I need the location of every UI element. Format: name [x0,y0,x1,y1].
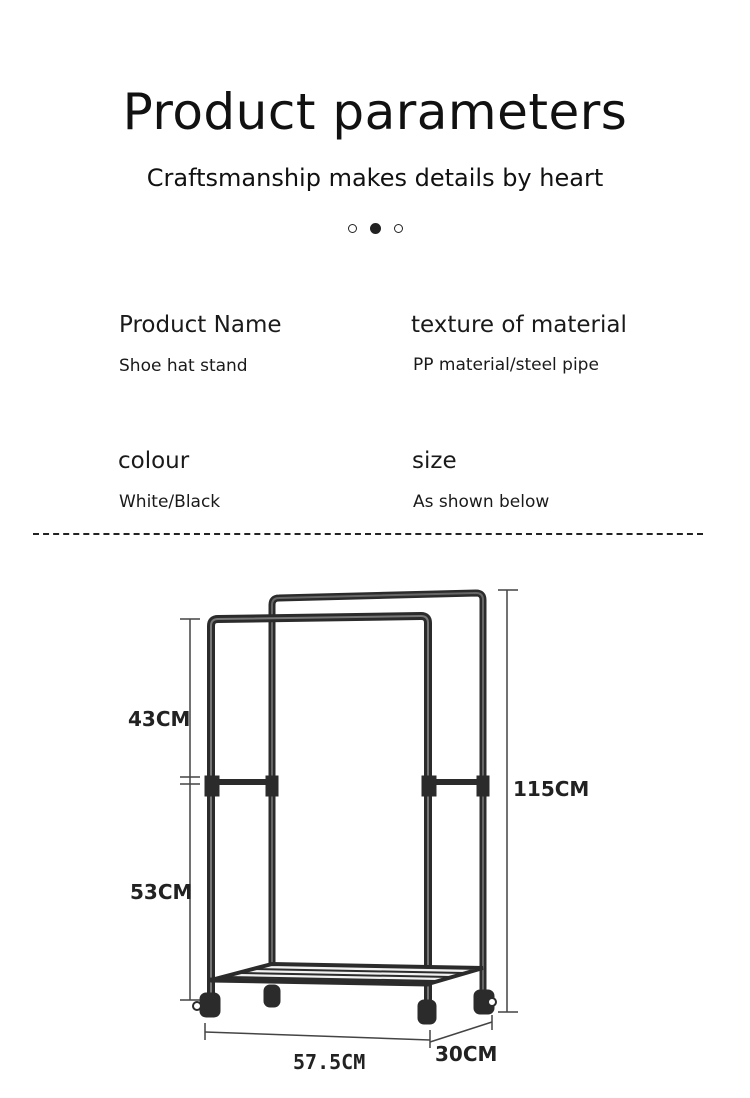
width-label: 57.5CM [293,1050,366,1074]
upper-height-label: 43CM [128,707,191,731]
pagination-dots [0,224,750,234]
product-name-value: Shoe hat stand [119,356,248,376]
clothes-rack-illustration [0,560,750,1098]
page-subtitle: Craftsmanship makes details by heart [146,164,604,192]
pagination-dot[interactable] [394,224,403,233]
dashed-divider [33,533,703,535]
material-value: PP material/steel pipe [413,355,599,375]
colour-label: colour [118,448,190,474]
colour-value: White/Black [119,492,221,512]
depth-label: 30CM [435,1042,498,1066]
total-height-label: 115CM [513,777,590,801]
material-label: texture of material [411,312,627,338]
page-title: Product parameters [122,83,628,141]
size-value: As shown below [413,492,550,512]
product-name-label: Product Name [119,312,282,338]
size-label: size [412,448,457,474]
pagination-dot-active[interactable] [370,223,381,234]
pagination-dot[interactable] [348,224,357,233]
lower-height-label: 53CM [130,880,193,904]
